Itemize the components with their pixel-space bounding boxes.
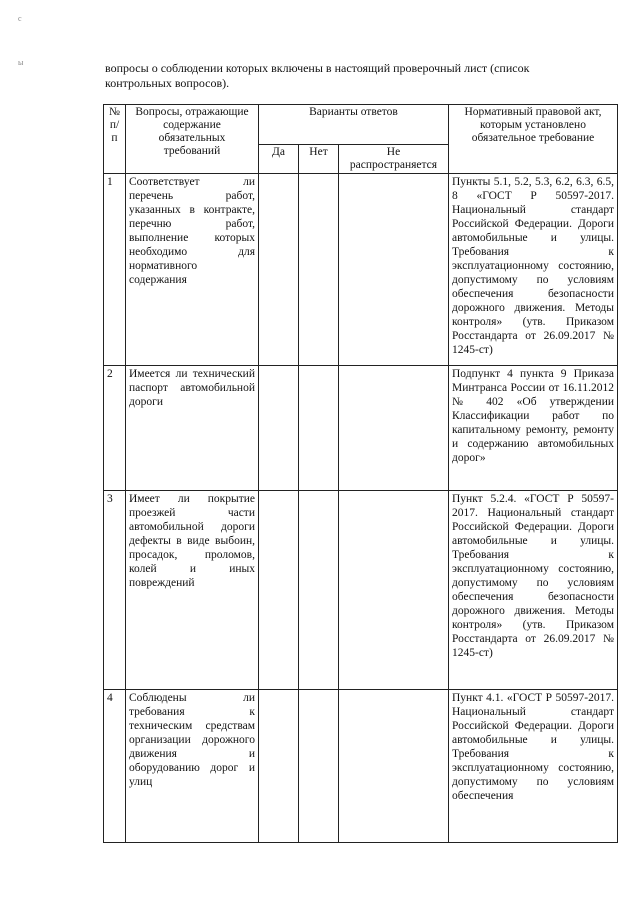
- scan-mark: с: [18, 14, 22, 23]
- answer-not-applicable-cell[interactable]: [339, 690, 449, 843]
- table-row: [104, 690, 618, 843]
- table-row: [104, 174, 618, 366]
- scan-mark: ы: [18, 58, 24, 67]
- legal-act-cell: Пункт 4.1. «ГОСТ Р 50597-2017. Национальный стандарт Российской Федерации. Дороги автомобильные и улицы. Требования к эксплуатационному состоянию, допустимому по условиям обеспечения: [449, 690, 618, 843]
- header-questions: Вопросы, отражающие содержание обязательных требований: [126, 105, 259, 174]
- answer-not-applicable-cell[interactable]: [339, 366, 449, 491]
- header-act: Нормативный правовой акт, которым установлено обязательное требование: [449, 105, 618, 174]
- row-number: 2: [104, 366, 126, 491]
- table-row: [104, 491, 618, 690]
- answer-yes-cell[interactable]: [259, 174, 299, 366]
- row-number: 3: [104, 491, 126, 690]
- intro-paragraph: [105, 61, 615, 91]
- answer-not-applicable-cell[interactable]: [339, 491, 449, 690]
- answer-yes-cell[interactable]: [259, 690, 299, 843]
- header-answers: Варианты ответов: [259, 105, 449, 145]
- legal-act-cell: Пункты 5.1, 5.2, 5.3, 6.2, 6.3, 6.5, 8 «ГОСТ Р 50597-2017. Национальный стандарт Российской Федерации. Дороги автомобильные и улицы. Требования к эксплуатационному состоянию, допустимому по условиям обеспечения безопасности дорожного движения. Методы контроля» (утв. Приказом Росстандарта от 26.09.2017 № 1245-ст): [449, 174, 618, 366]
- row-number: 1: [104, 174, 126, 366]
- question-cell: Соответствует ли перечень работ, указанных в контракте, перечню работ, выполнение которых необходимо для нормативного содержания: [126, 174, 259, 366]
- question-cell: Соблюдены ли требования к техническим средствам организации дорожного движения и оборудованию дорог и улиц: [126, 690, 259, 843]
- intro-line-2: контрольных вопросов).: [105, 76, 230, 90]
- answer-yes-cell[interactable]: [259, 491, 299, 690]
- table-row: [104, 366, 618, 491]
- answer-not-applicable-cell[interactable]: [339, 174, 449, 366]
- question-cell: Имеет ли покрытие проезжей части автомобильной дороги дефекты в виде выбоин, просадок, проломов, колей и иных повреждений: [126, 491, 259, 690]
- header-not-applicable: Не распространяется: [339, 145, 449, 174]
- answer-no-cell[interactable]: [299, 690, 339, 843]
- answer-no-cell[interactable]: [299, 491, 339, 690]
- answer-no-cell[interactable]: [299, 174, 339, 366]
- answer-no-cell[interactable]: [299, 366, 339, 491]
- question-cell: Имеется ли технический паспорт автомобильной дороги: [126, 366, 259, 491]
- header-yes: Да: [259, 145, 299, 174]
- legal-act-cell: Пункт 5.2.4. «ГОСТ Р 50597-2017. Национальный стандарт Российской Федерации. Дороги автомобильные и улицы. Требования к эксплуатационному состоянию, допустимому по условиям обеспечения безопасности дорожного движения. Методы контроля» (утв. Приказом Росстандарта от 26.09.2017 № 1245-ст): [449, 491, 618, 690]
- header-no: Нет: [299, 145, 339, 174]
- table-header-row: [104, 105, 618, 145]
- checklist-table: [103, 104, 618, 843]
- answer-yes-cell[interactable]: [259, 366, 299, 491]
- intro-line-1: вопросы о соблюдении которых включены в настоящий проверочный лист (список: [105, 61, 530, 75]
- header-num: № п/п: [104, 105, 126, 174]
- legal-act-cell: Подпункт 4 пункта 9 Приказа Минтранса России от 16.11.2012 № 402 «Об утверждении Классификации работ по капитальному ремонту, ремонту и содержанию автомобильных дорог»: [449, 366, 618, 491]
- row-number: 4: [104, 690, 126, 843]
